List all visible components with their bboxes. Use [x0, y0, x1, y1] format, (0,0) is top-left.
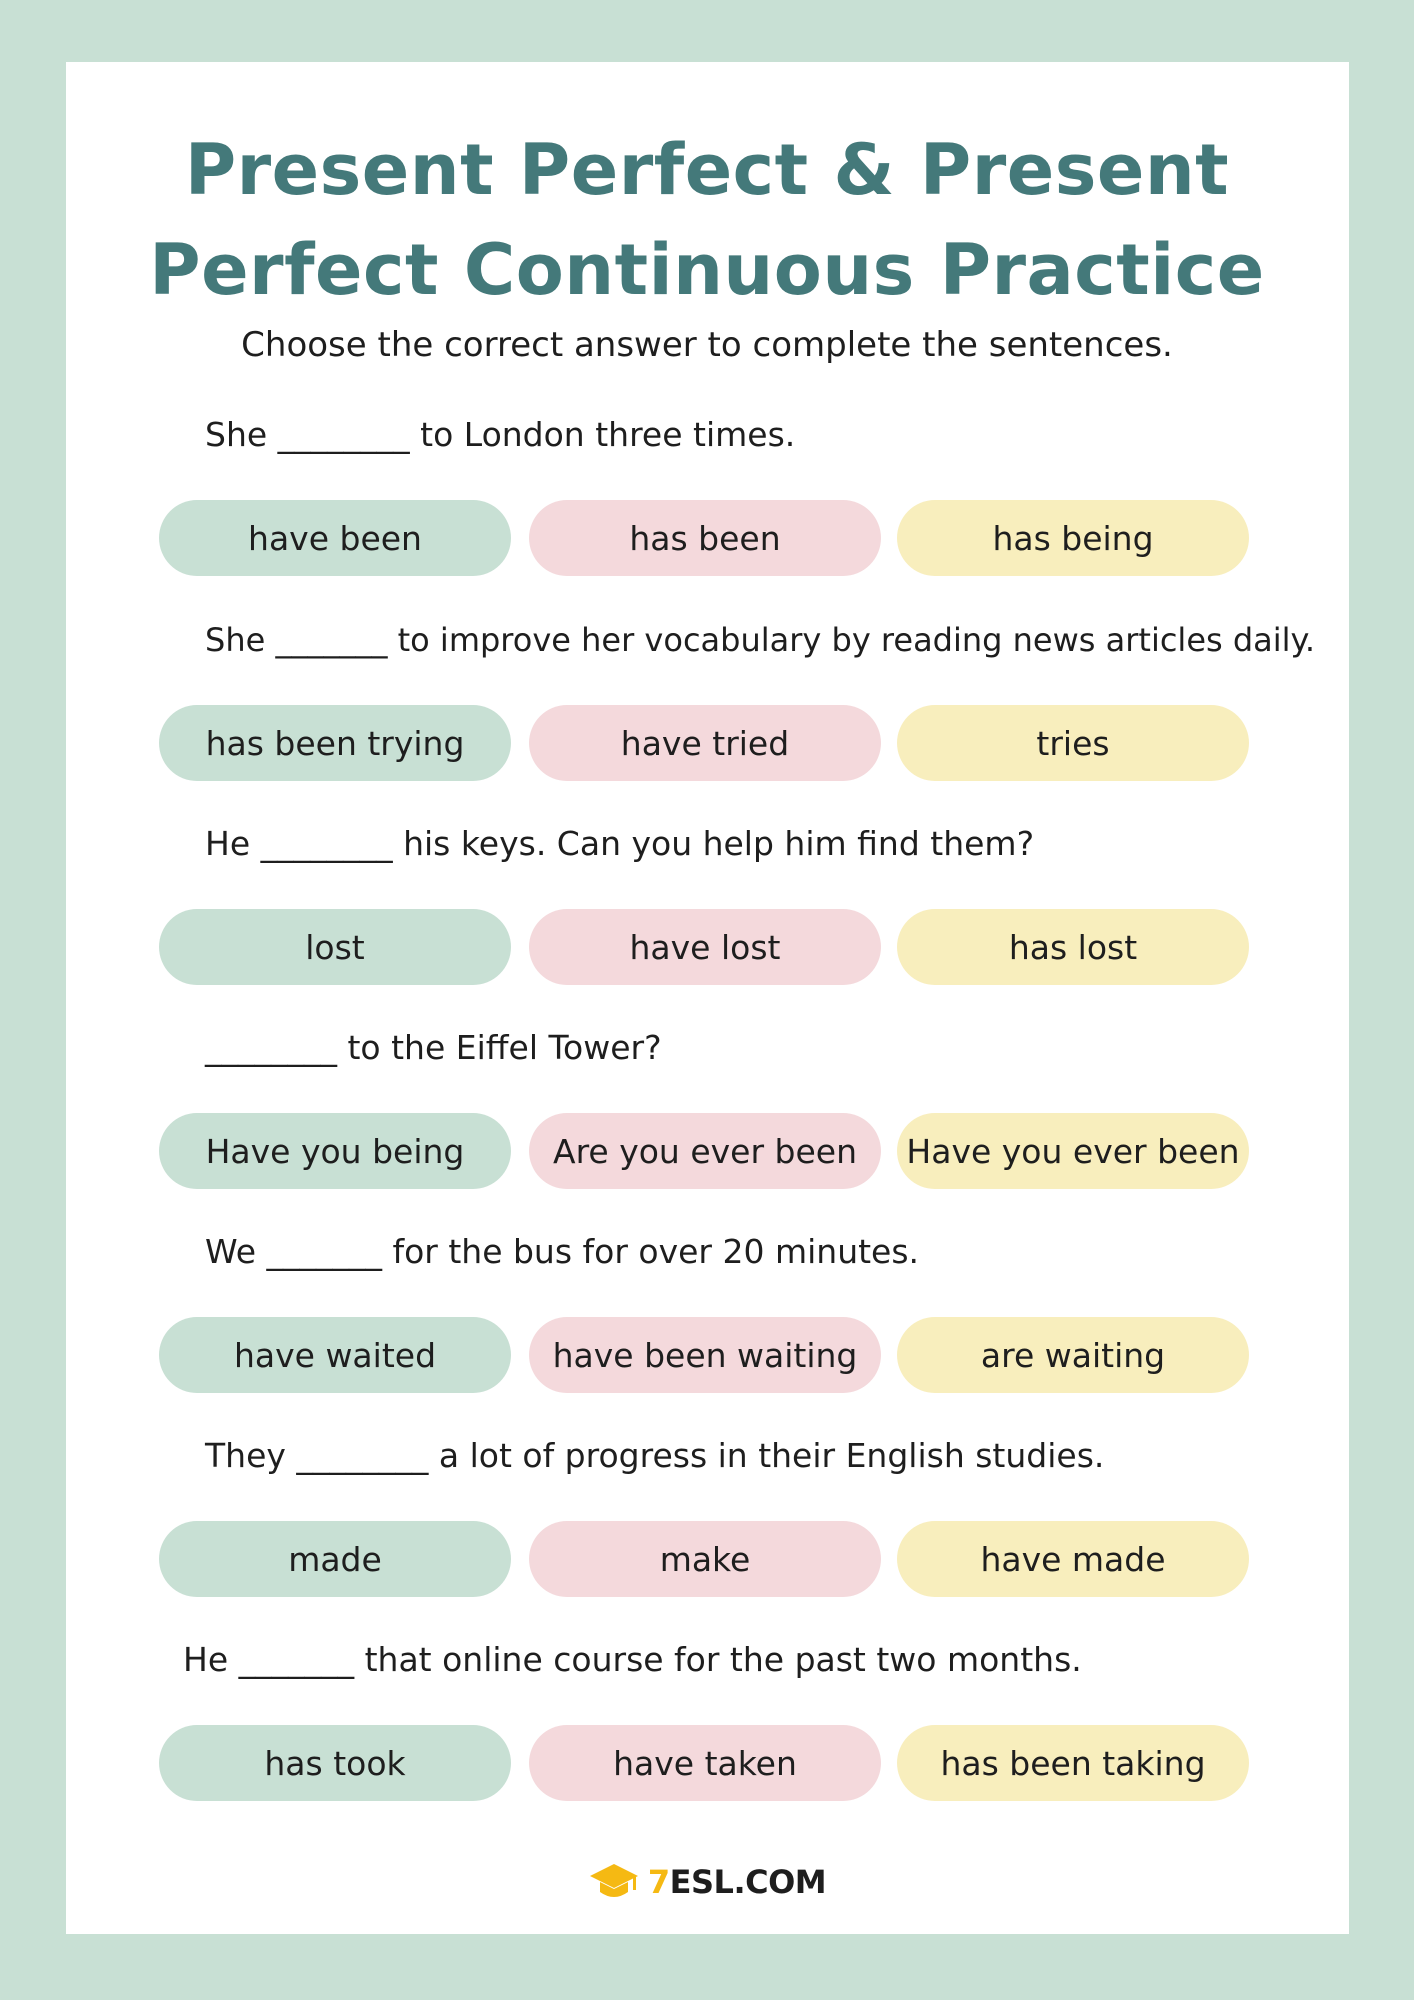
options-7	[0, 1725, 1414, 1801]
option-7a[interactable]: has took	[159, 1725, 511, 1801]
option-3a[interactable]: lost	[159, 909, 511, 985]
option-1a[interactable]: have been	[159, 500, 511, 576]
option-5a[interactable]: have waited	[159, 1317, 511, 1393]
options-3	[0, 909, 1414, 985]
option-3c[interactable]: has lost	[897, 909, 1249, 985]
question-3: He ________ his keys. Can you help him find them?	[205, 824, 1035, 863]
title-line-2: Perfect Continuous Practice	[149, 229, 1265, 311]
question-2: She _______ to improve her vocabulary by reading news articles daily.	[205, 621, 1316, 659]
options-1	[0, 500, 1414, 576]
option-2b[interactable]: have tried	[529, 705, 881, 781]
brand-text: 7ESL.COM	[647, 1863, 827, 1901]
option-2a[interactable]: has been trying	[159, 705, 511, 781]
option-5c[interactable]: are waiting	[897, 1317, 1249, 1393]
options-6	[0, 1521, 1414, 1597]
options-5	[0, 1317, 1414, 1393]
instructions: Choose the correct answer to complete the sentences.	[241, 325, 1173, 365]
option-1c[interactable]: has being	[897, 500, 1249, 576]
option-6a[interactable]: made	[159, 1521, 511, 1597]
question-4: ________ to the Eiffel Tower?	[205, 1028, 662, 1067]
option-2c[interactable]: tries	[897, 705, 1249, 781]
option-4c[interactable]: Have you ever been	[897, 1113, 1249, 1189]
option-7b[interactable]: have taken	[529, 1725, 881, 1801]
option-4a[interactable]: Have you being	[159, 1113, 511, 1189]
option-1b[interactable]: has been	[529, 500, 881, 576]
option-7c[interactable]: has been taking	[897, 1725, 1249, 1801]
worksheet-title	[0, 120, 1414, 320]
question-6: They ________ a lot of progress in their English studies.	[205, 1436, 1105, 1475]
question-1: She ________ to London three times.	[205, 415, 796, 454]
option-4b[interactable]: Are you ever been	[529, 1113, 881, 1189]
brand-logo[interactable]	[0, 1852, 1414, 1912]
options-2	[0, 705, 1414, 781]
question-7: He _______ that online course for the past two months.	[183, 1640, 1082, 1679]
option-3b[interactable]: have lost	[529, 909, 881, 985]
title-line-1: Present Perfect & Present	[184, 129, 1230, 211]
option-5b[interactable]: have been waiting	[529, 1317, 881, 1393]
option-6c[interactable]: have made	[897, 1521, 1249, 1597]
question-5: We _______ for the bus for over 20 minutes.	[205, 1232, 920, 1271]
option-6b[interactable]: make	[529, 1521, 881, 1597]
options-4	[0, 1113, 1414, 1189]
graduation-cap-icon	[588, 1860, 640, 1904]
